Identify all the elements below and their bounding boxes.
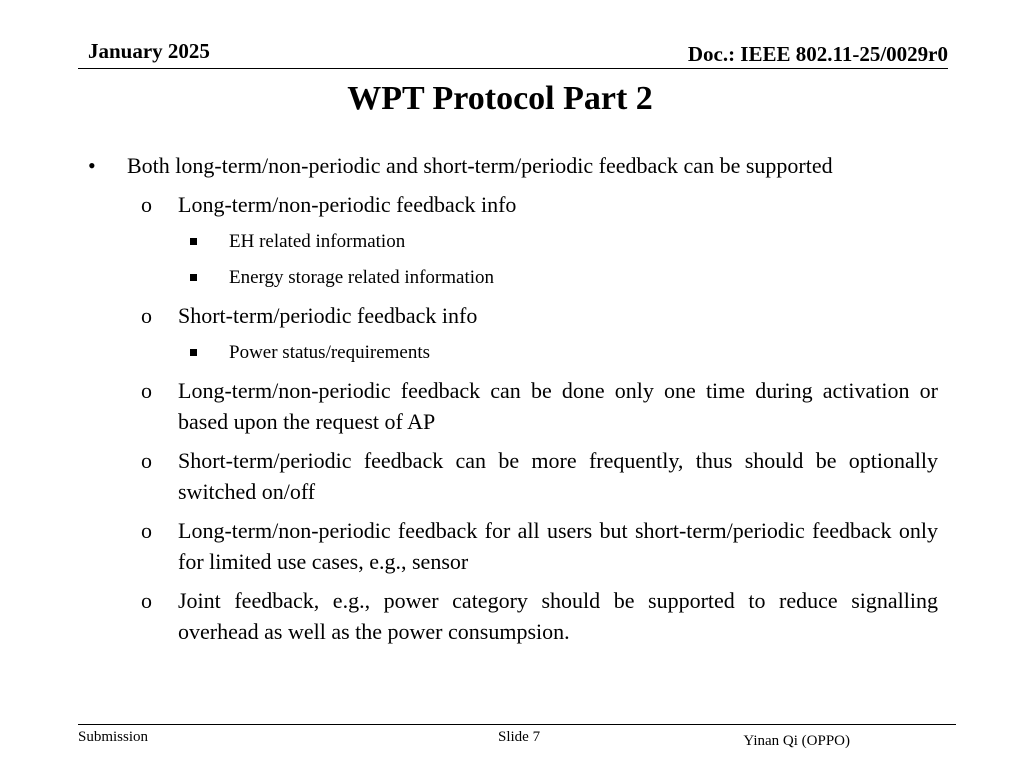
bullet-text: Both long-term/non-periodic and short-term/periodic feedback can be supported: [127, 153, 833, 178]
bullet-marker: o: [141, 192, 152, 217]
bullet-text: Joint feedback, e.g., power category should be supported to reduce signalling overhead as well as the power consumpsion.: [178, 588, 938, 644]
bullet-item: [88, 339, 938, 366]
header-date: January 2025: [88, 39, 210, 63]
bullet-text: EH related information: [229, 231, 406, 252]
footer-submission: Submission: [78, 729, 149, 745]
bullet-item: [88, 445, 938, 507]
header-divider: [78, 68, 948, 69]
bullet-marker: o: [141, 303, 152, 328]
bullet-marker: o: [141, 518, 152, 543]
bullet-item: [88, 585, 938, 647]
bullet-marker: o: [141, 448, 152, 473]
bullet-text: Short-term/periodic feedback info: [178, 303, 478, 328]
square-bullet-icon: [190, 349, 197, 356]
bullet-text: Long-term/non-periodic feedback info: [178, 192, 517, 217]
bullet-marker: o: [141, 588, 152, 613]
square-bullet-icon: [190, 238, 197, 245]
bullet-item: [88, 264, 938, 291]
footer-author: Yinan Qi (OPPO): [743, 733, 850, 749]
bullet-list: [88, 150, 938, 655]
bullet-text: Energy storage related information: [229, 267, 495, 288]
bullet-item: [88, 228, 938, 255]
bullet-text: Power status/requirements: [229, 342, 431, 363]
bullet-marker: o: [141, 378, 152, 403]
bullet-text: Short-term/periodic feedback can be more frequently, thus should be optionally switched on/off: [178, 448, 938, 504]
bullet-text: Long-term/non-periodic feedback can be done only one time during activation or based upon the request of AP: [178, 378, 938, 434]
bullet-item: [88, 515, 938, 577]
slide-title: WPT Protocol Part 2: [347, 80, 653, 117]
bullet-item: [88, 300, 938, 331]
bullet-text: Long-term/non-periodic feedback for all users but short-term/periodic feedback only for limited use cases, e.g., sensor: [178, 518, 938, 574]
footer-divider: [78, 724, 956, 725]
square-bullet-icon: [190, 274, 197, 281]
bullet-item: [88, 375, 938, 437]
bullet-marker: •: [88, 153, 96, 178]
header-doc-id: Doc.: IEEE 802.11-25/0029r0: [687, 42, 948, 66]
bullet-item: [88, 150, 938, 181]
footer-slide-number: Slide 7: [498, 729, 541, 745]
bullet-item: [88, 189, 938, 220]
